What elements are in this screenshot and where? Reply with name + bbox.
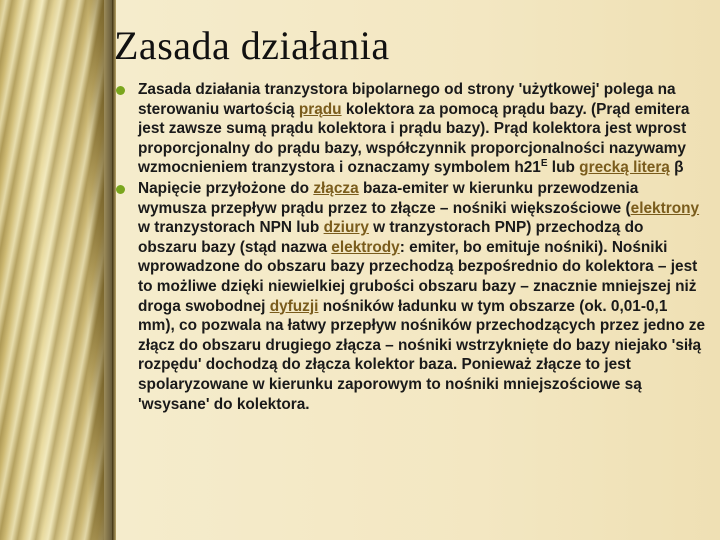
- hyperlink[interactable]: dyfuzji: [269, 297, 319, 315]
- bullet-text: nośników ładunku w tym obszarze (ok. 0,01-0,1 mm), co pozwala na łatwy przepływ nośników przechodzących przez jedno ze złącz do obszaru drugiego złącza – nośniki wstrzyknięte do bazy niejako 'siłą rozpędu' dochodzą do złącza kolektor baza. Ponieważ złącze to jest spolaryzowane w kierunku zaporowym to nośniki mniejszościowe są 'wsysane' do kolektora.: [138, 297, 706, 413]
- decorative-band-shadow: [88, 0, 114, 540]
- hyperlink[interactable]: grecką literą: [579, 159, 670, 177]
- hyperlink[interactable]: prądu: [298, 100, 342, 118]
- slide-title: Zasada działania: [114, 23, 390, 68]
- bullet-text: baza-emiter w kierunku przewodzenia wymusza przepływ prądu przez to złącze – nośniki większościowe (: [138, 179, 639, 217]
- bullet-text: Napięcie przyłożone do: [138, 179, 314, 197]
- hyperlink[interactable]: elektrony: [630, 199, 700, 217]
- superscript-text: E: [540, 158, 548, 170]
- hyperlink[interactable]: złącza: [313, 179, 359, 197]
- bullet-dot-icon: [116, 86, 125, 95]
- bullet-item: [116, 179, 706, 414]
- bullet-text: : emiter, bo emituje nośniki). Nośniki wprowadzone do obszaru bazy przechodzą bezpośrednio do kolektora – jest to możliwe dzięki niewielkiej grubości obszaru bazy – znacznie mniejszej niż droga swobodnej: [138, 238, 698, 315]
- bullet-item: [116, 80, 706, 178]
- bullet-text: kolektora za pomocą prądu bazy. (Prąd emitera jest zawsze sumą prądu kolektora i prądu bazy). Prąd kolektora jest wprost proporcjonalny do prądu bazy, współczynnik proporcjonalności nazywamy wzmocnieniem tranzystora i oznaczamy symbolem h21: [138, 100, 690, 177]
- bullet-dot-icon: [116, 185, 125, 194]
- bullet-list: [116, 80, 706, 415]
- hyperlink[interactable]: elektrody: [331, 238, 400, 256]
- bullet-text: Zasada działania tranzystora bipolarnego od strony 'użytkowej' polega na sterowaniu wartością: [138, 81, 676, 118]
- bullet-text: lub: [547, 159, 580, 177]
- hyperlink[interactable]: dziury: [323, 219, 369, 237]
- bullet-text: w tranzystorach PNP) przechodzą do obszaru bazy (stąd nazwa: [138, 219, 644, 256]
- bullet-text: β: [669, 159, 684, 177]
- bullet-text: w tranzystorach NPN lub: [138, 219, 324, 237]
